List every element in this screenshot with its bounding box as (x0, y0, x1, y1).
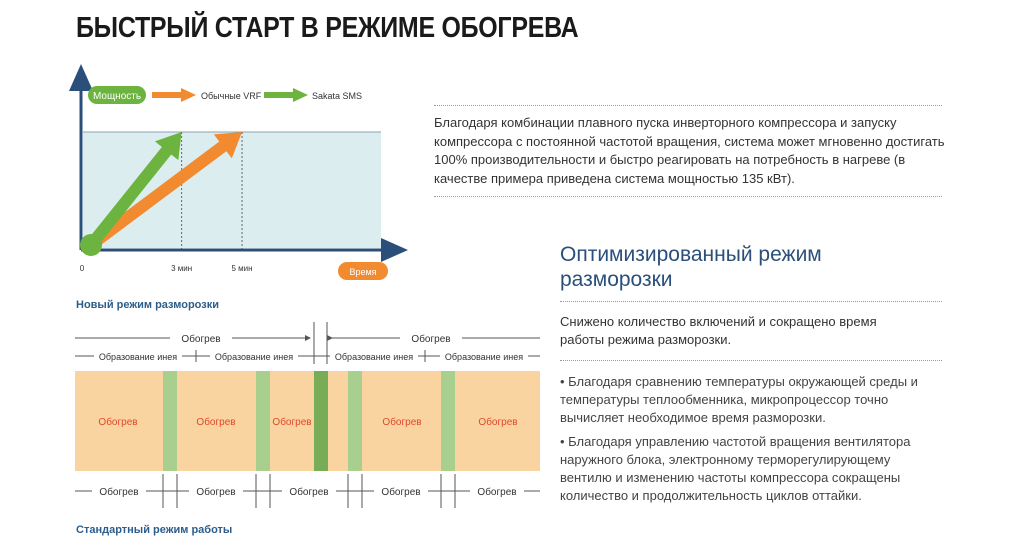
band-heating-1: Обогрев (98, 417, 138, 428)
legend-arrowhead-sms (293, 88, 308, 102)
divider-section2-top (560, 301, 942, 302)
section2-heading-line2: разморозки (560, 268, 673, 291)
defrost-cycle-4 (441, 371, 455, 471)
bottom-heating-4: Обогрев (381, 487, 421, 498)
xlabel-text: Время (349, 267, 377, 277)
band-heating-3: Обогрев (272, 417, 312, 428)
new-defrost-label: Новый режим разморозки (76, 299, 219, 311)
legend-label-vrf: Обычные VRF (201, 91, 262, 101)
startup-chart (60, 64, 420, 290)
divider-top (434, 105, 942, 106)
divider-section2-mid (560, 360, 942, 361)
defrost-diagram (70, 316, 550, 516)
frost-label-1: Образование инея (98, 352, 178, 362)
standard-mode-label: Стандартный режим работы (76, 524, 233, 536)
x-tick-label: 5 мин (231, 264, 253, 273)
band-heating-5: Обогрев (478, 417, 518, 428)
x-tick-label: 0 (79, 264, 85, 273)
description-text: Благодаря комбинации плавного пуска инверторного компрессора и запуску компрессора с постоянной частотой вращения, система может мгновенно достигать 100% производительности и быстро реагировать на потребность в нагреве (в качестве примера приведена система мощностью 135 кВт). (434, 115, 945, 186)
origin-dot (80, 234, 102, 256)
divider-bottom (434, 196, 942, 197)
band-heating-4: Обогрев (382, 417, 422, 428)
defrost-cycle-new (314, 371, 328, 471)
defrost-cycle-3 (348, 371, 362, 471)
frost-label-2: Образование инея (214, 352, 294, 362)
bullet-item: • Благодаря управлению частотой вращения вентилятора наружного блока, электронному терморегулирующему вентилю и изменению частоты компрессора сокращены количество и продолжительность циклов оттайки. (560, 434, 911, 503)
bottom-heating-5: Обогрев (477, 487, 517, 498)
bottom-heating-1: Обогрев (99, 487, 139, 498)
bottom-heating-2: Обогрев (196, 487, 236, 498)
bottom-heating-3: Обогрев (289, 487, 329, 498)
section2-heading-line1: Оптимизированный режим (560, 243, 822, 266)
ylabel-text: Мощность (92, 91, 142, 102)
x-tick-label: 3 мин (171, 264, 193, 273)
page-title: БЫСТРЫЙ СТАРТ В РЕЖИМЕ ОБОГРЕВА (76, 12, 579, 44)
section2-subtitle: Снижено количество включений и сокращено время работы режима разморозки. (560, 314, 877, 347)
top-heating-label-1: Обогрев (181, 334, 221, 345)
bullet-item: • Благодаря сравнению температуры окружающей среды и температуры теплообменника, микропроцессор точно вычисляет необходимое время разморозки. (560, 374, 918, 425)
legend-label-sms: Sakata SMS (312, 91, 363, 101)
section2-heading (560, 242, 822, 292)
defrost-cycle-1 (163, 371, 177, 471)
band-heating-2: Обогрев (196, 417, 236, 428)
frost-label-3: Образование инея (334, 352, 414, 362)
defrost-cycle-2 (256, 371, 270, 471)
top-heating-label-2: Обогрев (411, 334, 451, 345)
frost-label-4: Образование инея (444, 352, 524, 362)
section2-bullets (560, 373, 940, 511)
legend-arrowhead-vrf (181, 88, 196, 102)
